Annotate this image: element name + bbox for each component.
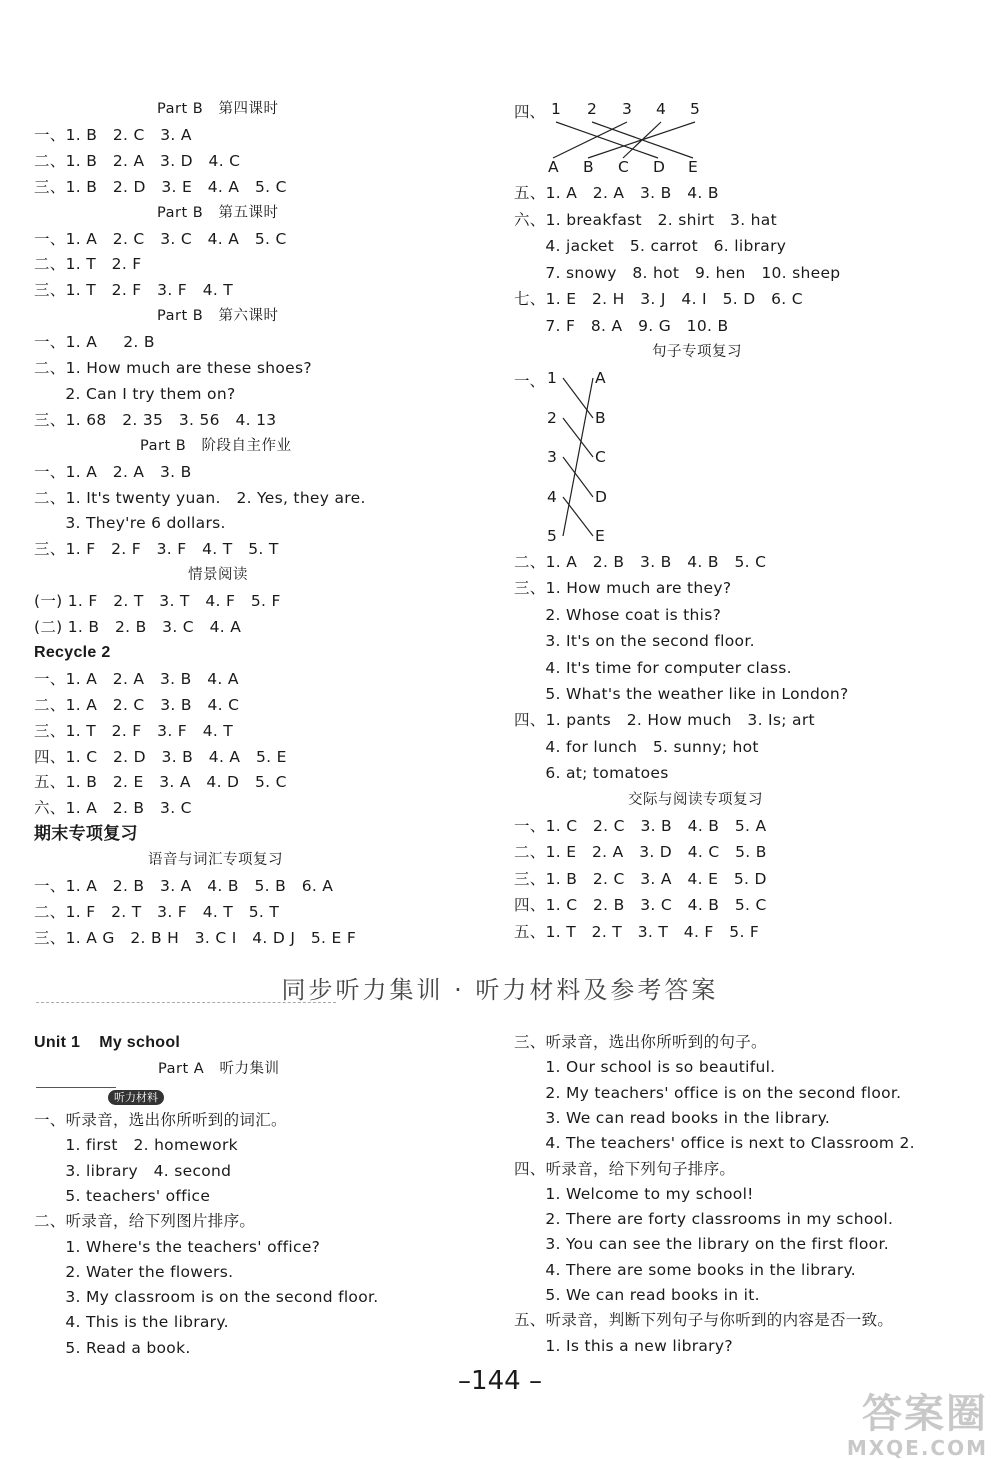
match-line <box>563 418 593 457</box>
unit-title: Unit 1 My school <box>34 1034 181 1051</box>
answer-line: 一、1. A 2. C 3. C 4. A 5. C <box>34 229 287 248</box>
answer-line: 一、1. C 2. C 3. B 4. B 5. A <box>514 817 767 835</box>
match-letter: B <box>583 158 594 176</box>
listening-tag <box>108 1086 164 1105</box>
answer-line: 五、1. B 2. E 3. A 4. D 5. C <box>34 773 287 792</box>
answer-line: 二、1. T 2. F <box>34 255 142 274</box>
section-heading: 情景阅读 <box>188 567 248 584</box>
match-line <box>592 122 693 158</box>
page-number: –144 – <box>458 1366 542 1396</box>
match-number: 5 <box>690 100 700 118</box>
listening-line: 2. Water the flowers. <box>34 1262 234 1281</box>
section-title: Recycle 2 <box>34 643 111 661</box>
listening-line: 2. My teachers' office is on the second floor. <box>514 1083 902 1102</box>
listening-line: 5. We can read books in it. <box>514 1286 760 1304</box>
match-line <box>553 122 627 158</box>
listening-line: 1. Our school is so beautiful. <box>514 1058 776 1077</box>
section-title: 期末专项复习 <box>34 824 138 845</box>
answer-line: 3. It's on the second floor. <box>514 632 755 651</box>
answer-line: 一、1. B 2. C 3. A <box>34 125 192 144</box>
answer-line: 三、1. T 2. F 3. F 4. T <box>34 281 234 300</box>
answer-line: 三、1. F 2. F 3. F 4. T 5. T <box>34 540 279 559</box>
answer-line: 一、1. A 2. A 3. B 4. A <box>34 669 239 688</box>
watermark-logo <box>847 1392 988 1460</box>
match-line <box>563 378 593 418</box>
section-heading: Part B 第六课时 <box>157 308 279 325</box>
match-label: 一、 <box>514 372 546 390</box>
listening-tag-label: 听力材料 <box>108 1090 164 1105</box>
listening-line: 4. The teachers' office is next to Classroom 2. <box>514 1134 915 1153</box>
listening-line: 二、听录音，给下列图片排序。 <box>34 1212 256 1231</box>
answer-line: 二、1. A 2. C 3. B 4. C <box>34 695 240 714</box>
answer-line: 4. for lunch 5. sunny; hot <box>514 737 759 756</box>
match-number: 4 <box>547 488 557 506</box>
match-number: 2 <box>547 409 557 427</box>
match-line <box>588 122 695 158</box>
listening-line: 2. There are forty classrooms in my school. <box>514 1210 894 1229</box>
answer-line: 七、1. E 2. H 3. J 4. I 5. D 6. C <box>514 290 803 308</box>
tag-rule <box>36 1087 116 1088</box>
answer-line: 7. snowy 8. hot 9. hen 10. sheep <box>514 263 841 282</box>
listening-line: 1. Is this a new library? <box>514 1336 733 1355</box>
listening-line: 3. library 4. second <box>34 1161 232 1180</box>
answer-line: 一、1. A 2. B <box>34 333 155 352</box>
answer-line: 二、1. How much are these shoes? <box>34 359 312 377</box>
answer-line: 五、1. T 2. T 3. T 4. F 5. F <box>514 922 760 941</box>
watermark-line1: 答案圈 <box>862 1391 988 1437</box>
answer-line: 六、1. breakfast 2. shirt 3. hat <box>514 210 777 229</box>
answer-line: 4. jacket 5. carrot 6. library <box>514 237 787 255</box>
part-heading: Part A 听力集训 <box>158 1061 280 1077</box>
match-number: 1 <box>551 100 561 118</box>
match-letter: E <box>595 527 605 545</box>
section-heading: 语音与词汇专项复习 <box>148 852 283 869</box>
answer-line: 三、1. A G 2. B H 3. C I 4. D J 5. E F <box>34 928 357 947</box>
section-heading: Part B 第五课时 <box>157 204 279 221</box>
answer-line: 二、1. F 2. T 3. F 4. T 5. T <box>34 902 280 921</box>
answer-line: 二、1. It's twenty yuan. 2. Yes, they are. <box>34 488 366 507</box>
answer-line: 三、1. How much are they? <box>514 579 732 598</box>
answer-line: 五、1. A 2. A 3. B 4. B <box>514 184 719 202</box>
section-heading: 交际与阅读专项复习 <box>628 791 763 808</box>
answer-line: 六、1. A 2. B 3. C <box>34 799 192 818</box>
listening-line: 一、听录音，选出你所听到的词汇。 <box>34 1111 287 1129</box>
answer-line: 四、1. C 2. D 3. B 4. A 5. E <box>34 747 287 766</box>
answer-line: 一、1. A 2. B 3. A 4. B 5. B 6. A <box>34 877 334 895</box>
listening-line: 3. We can read books in the library. <box>514 1108 831 1127</box>
answer-line: 三、1. 68 2. 35 3. 56 4. 13 <box>34 410 277 429</box>
listening-line: 3. My classroom is on the second floor. <box>34 1288 379 1307</box>
section-heading: Part B 第四课时 <box>157 101 279 117</box>
listening-line: 4. This is the library. <box>34 1313 229 1332</box>
section-heading: Part B 阶段自主作业 <box>140 437 292 454</box>
section-heading: 句子专项复习 <box>652 344 742 360</box>
listening-line: 5. Read a book. <box>34 1338 191 1357</box>
answer-line: 2. Can I try them on? <box>34 384 236 403</box>
answer-line: 四、1. C 2. B 3. C 4. B 5. C <box>514 896 767 915</box>
match-number: 5 <box>547 527 557 545</box>
answer-line: (二) 1. B 2. B 3. C 4. A <box>34 618 242 636</box>
answer-line: 一、1. A 2. A 3. B <box>34 462 192 481</box>
match-letter: E <box>688 158 698 176</box>
match-label: 四、 <box>514 103 546 121</box>
match-line <box>563 457 593 497</box>
answer-line: 三、1. B 2. C 3. A 4. E 5. D <box>514 869 767 888</box>
answer-line: 二、1. A 2. B 3. B 4. B 5. C <box>514 553 767 571</box>
match-letter: A <box>548 158 559 176</box>
match-number: 2 <box>587 100 597 118</box>
answer-line: 3. They're 6 dollars. <box>34 514 226 533</box>
answer-line: 4. It's time for computer class. <box>514 658 792 677</box>
answer-line: 二、1. E 2. A 3. D 4. C 5. B <box>514 843 767 862</box>
answer-line: 5. What's the weather like in London? <box>514 685 849 703</box>
answer-line: (一) 1. F 2. T 3. T 4. F 5. F <box>34 592 281 611</box>
listening-line: 五、听录音，判断下列句子与你听到的内容是否一致。 <box>514 1311 894 1330</box>
match-line <box>623 122 661 158</box>
match-letter: A <box>595 369 606 387</box>
match-number: 4 <box>656 100 666 118</box>
match-line <box>563 378 593 536</box>
answer-line: 二、1. B 2. A 3. D 4. C <box>34 151 241 170</box>
answer-line: 三、1. T 2. F 3. F 4. T <box>34 721 234 740</box>
match-letter: B <box>595 409 606 427</box>
match-number: 1 <box>547 369 557 387</box>
match-letter: D <box>595 488 607 506</box>
listening-line: 4. There are some books in the library. <box>514 1260 857 1279</box>
banner-divider <box>36 1002 336 1003</box>
answer-line: 四、1. pants 2. How much 3. Is; art <box>514 711 815 730</box>
listening-line: 1. first 2. homework <box>34 1136 238 1155</box>
match-line <box>563 497 593 536</box>
watermark-line2: MXQE.COM <box>846 1436 988 1460</box>
listening-line: 3. You can see the library on the first floor. <box>514 1235 889 1254</box>
match-letter: D <box>653 158 665 176</box>
answer-line: 7. F 8. A 9. G 10. B <box>514 316 729 335</box>
match-number: 3 <box>622 100 632 118</box>
listening-line: 四、听录音，给下列句子排序。 <box>514 1159 736 1178</box>
answer-line: 2. Whose coat is this? <box>514 605 722 624</box>
match-line <box>556 122 658 158</box>
section-banner: 同步听力集训 · 听力材料及参考答案 <box>281 976 719 1004</box>
match-letter: C <box>595 448 606 466</box>
answer-line: 6. at; tomatoes <box>514 764 669 783</box>
listening-line: 1. Welcome to my school! <box>514 1184 754 1203</box>
match-number: 3 <box>547 448 557 466</box>
answer-line: 三、1. B 2. D 3. E 4. A 5. C <box>34 177 287 196</box>
listening-line: 5. teachers' office <box>34 1186 211 1205</box>
match-letter: C <box>618 158 629 176</box>
listening-line: 1. Where's the teachers' office? <box>34 1237 321 1256</box>
listening-line: 三、听录音，选出你所听到的句子。 <box>514 1033 767 1051</box>
